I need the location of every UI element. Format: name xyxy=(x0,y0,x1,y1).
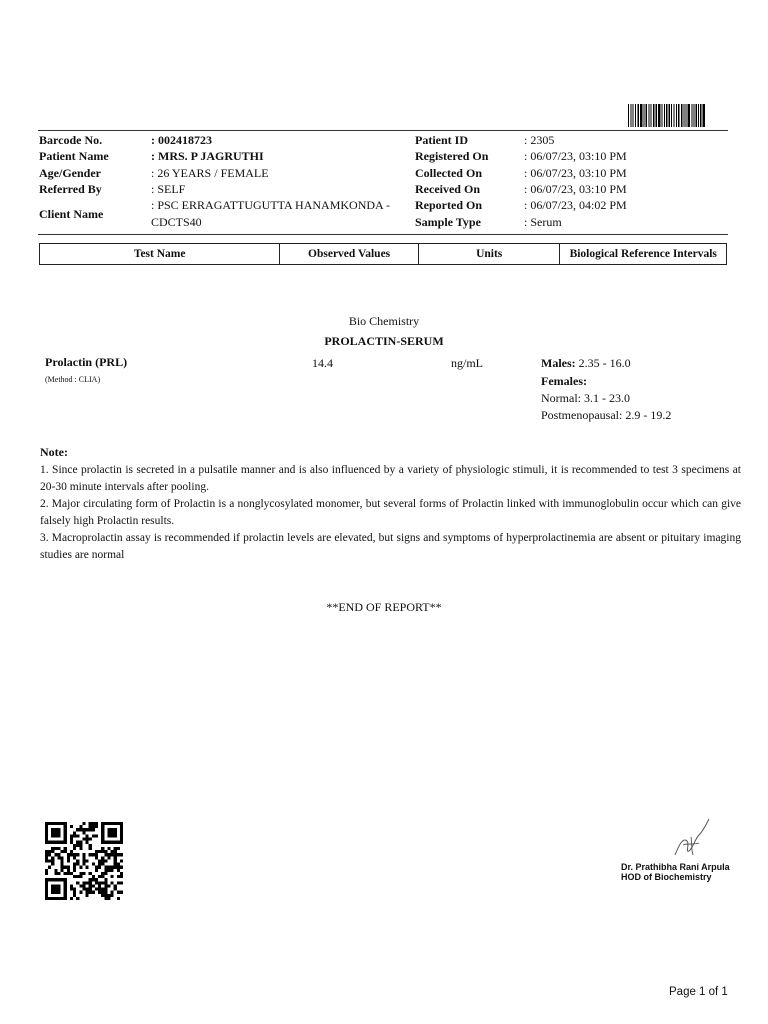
ref-normal: Normal: 3.1 - 23.0 xyxy=(541,391,630,405)
qr-code-icon xyxy=(44,822,124,900)
client-name-label: Client Name xyxy=(39,207,104,221)
received-on-label: Received On xyxy=(415,182,480,196)
ref-females-label: Females: xyxy=(541,374,587,388)
ref-postmenopausal: Postmenopausal: 2.9 - 19.2 xyxy=(541,408,672,422)
col-test-name: Test Name xyxy=(40,244,280,264)
result-unit: ng/mL xyxy=(451,356,483,370)
registered-on-value: : 06/07/23, 03:10 PM xyxy=(524,149,627,163)
age-gender-value: : 26 YEARS / FEMALE xyxy=(151,166,269,180)
results-table-header xyxy=(39,243,727,265)
info-bottom-rule xyxy=(38,234,728,235)
ref-males-value: 2.35 - 16.0 xyxy=(578,356,631,370)
page-number: Page 1 of 1 xyxy=(669,986,728,998)
barcode-no-label: Barcode No. xyxy=(39,133,103,147)
panel-title: PROLACTIN-SERUM xyxy=(324,334,444,348)
signature-mark xyxy=(665,815,715,863)
end-of-report: **END OF REPORT** xyxy=(326,600,442,614)
patient-name-value: : MRS. P JAGRUTHI xyxy=(151,149,264,163)
referred-by-value: : SELF xyxy=(151,182,186,196)
referred-by-label: Referred By xyxy=(39,182,102,196)
signatory-title: HOD of Biochemistry xyxy=(621,872,712,882)
test-method: (Method : CLIA) xyxy=(45,375,101,384)
collected-on-value: : 06/07/23, 03:10 PM xyxy=(524,166,627,180)
sample-type-label: Sample Type xyxy=(415,215,481,229)
reported-on-label: Reported On xyxy=(415,198,482,212)
age-gender-label: Age/Gender xyxy=(39,166,101,180)
client-name-value-line2: CDCTS40 xyxy=(151,215,202,229)
department-title: Bio Chemistry xyxy=(348,314,420,328)
signatory-name: Dr. Prathibha Rani Arpula xyxy=(621,862,730,872)
header-rule xyxy=(38,130,728,131)
note-item-3: 3. Macroprolactin assay is recommended if prolactin levels are elevated, but signs and symptoms of hyperprolactinemia are absent or pituitary imaging studies are normal xyxy=(40,532,741,561)
received-on-value: : 06/07/23, 03:10 PM xyxy=(524,182,627,196)
note-item-2: 2. Major circulating form of Prolactin is a nonglycosylated monomer, but several forms of Prolactin linked with immunoglobulin occur which can give falsely high Prolactin results. xyxy=(40,498,741,527)
client-name-value: : PSC ERRAGATTUGUTTA HANAMKONDA - xyxy=(151,198,391,212)
col-observed-values: Observed Values xyxy=(280,244,419,264)
barcode-icon xyxy=(628,104,706,127)
patient-id-label: Patient ID xyxy=(415,133,468,147)
col-reference-intervals: Biological Reference Intervals xyxy=(569,248,717,260)
note-item-1: 1. Since prolactin is secreted in a pulsatile manner and is also influenced by a variety of physiologic stimuli, it is recommended to test 3 specimens at 20-30 minute intervals after pooling. xyxy=(40,464,741,493)
ref-males xyxy=(541,356,631,371)
notes-heading: Note: xyxy=(40,445,68,459)
barcode-no-value: : 002418723 xyxy=(151,133,212,147)
col-units: Units xyxy=(419,244,561,264)
test-name: Prolactin (PRL) xyxy=(45,355,128,369)
reported-on-value: : 06/07/23, 04:02 PM xyxy=(524,198,627,212)
collected-on-label: Collected On xyxy=(415,166,482,180)
patient-id-value: : 2305 xyxy=(524,133,555,147)
observed-value: 14.4 xyxy=(312,356,333,370)
patient-name-label: Patient Name xyxy=(39,149,109,163)
ref-males-label: Males: xyxy=(541,356,576,370)
registered-on-label: Registered On xyxy=(415,149,489,163)
notes-list xyxy=(40,462,741,564)
sample-type-value: : Serum xyxy=(524,215,562,229)
